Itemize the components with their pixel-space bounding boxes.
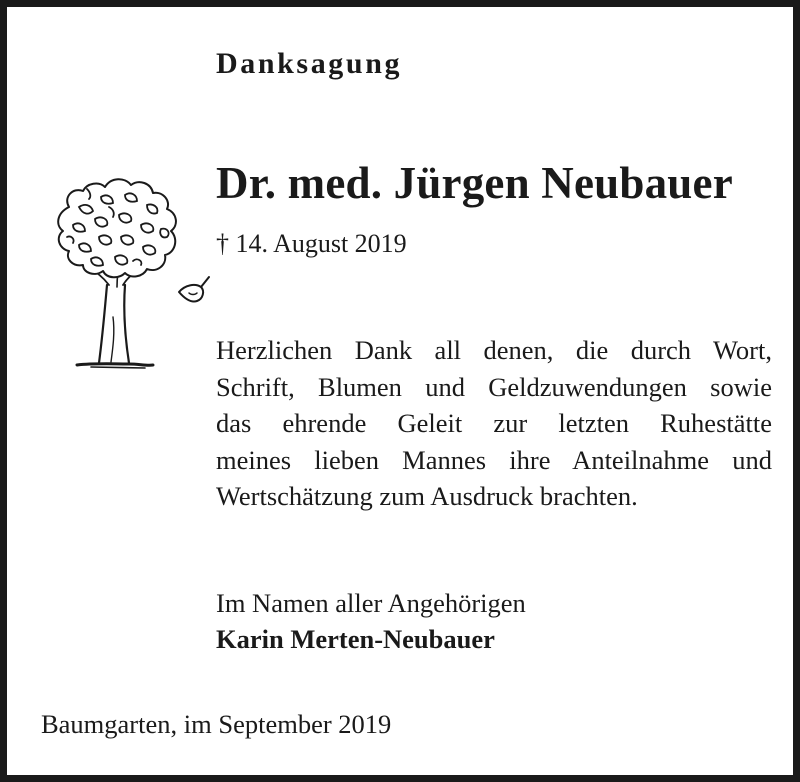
closing-block [216,585,526,657]
death-date: † 14. August 2019 [216,229,407,258]
tree-with-bird-icon [29,167,219,377]
closing-text: Im Namen aller Angehörigen [216,588,526,618]
thank-you-line: Herzlichen Dank all denen, die durch Wort, [216,335,772,365]
deceased-name: Dr. med. Jürgen Neubauer [216,158,733,208]
thank-you-line: Schrift, Blumen und Geldzuwendungen sowie [216,371,772,402]
notice-heading: Danksagung [216,47,403,80]
thank-you-text [216,332,772,515]
thank-you-line: meines lieben Mannes ihre Anteilnahme und [216,444,772,475]
thank-you-line: das ehrende Geleit zur letzten Ruhestätte [216,408,772,438]
signer-name: Karin Merten-Neubauer [216,624,495,654]
thank-you-line: Wertschätzung zum Ausdruck brachten. [216,481,638,511]
place-and-date: Baumgarten, im September 2019 [41,709,392,739]
